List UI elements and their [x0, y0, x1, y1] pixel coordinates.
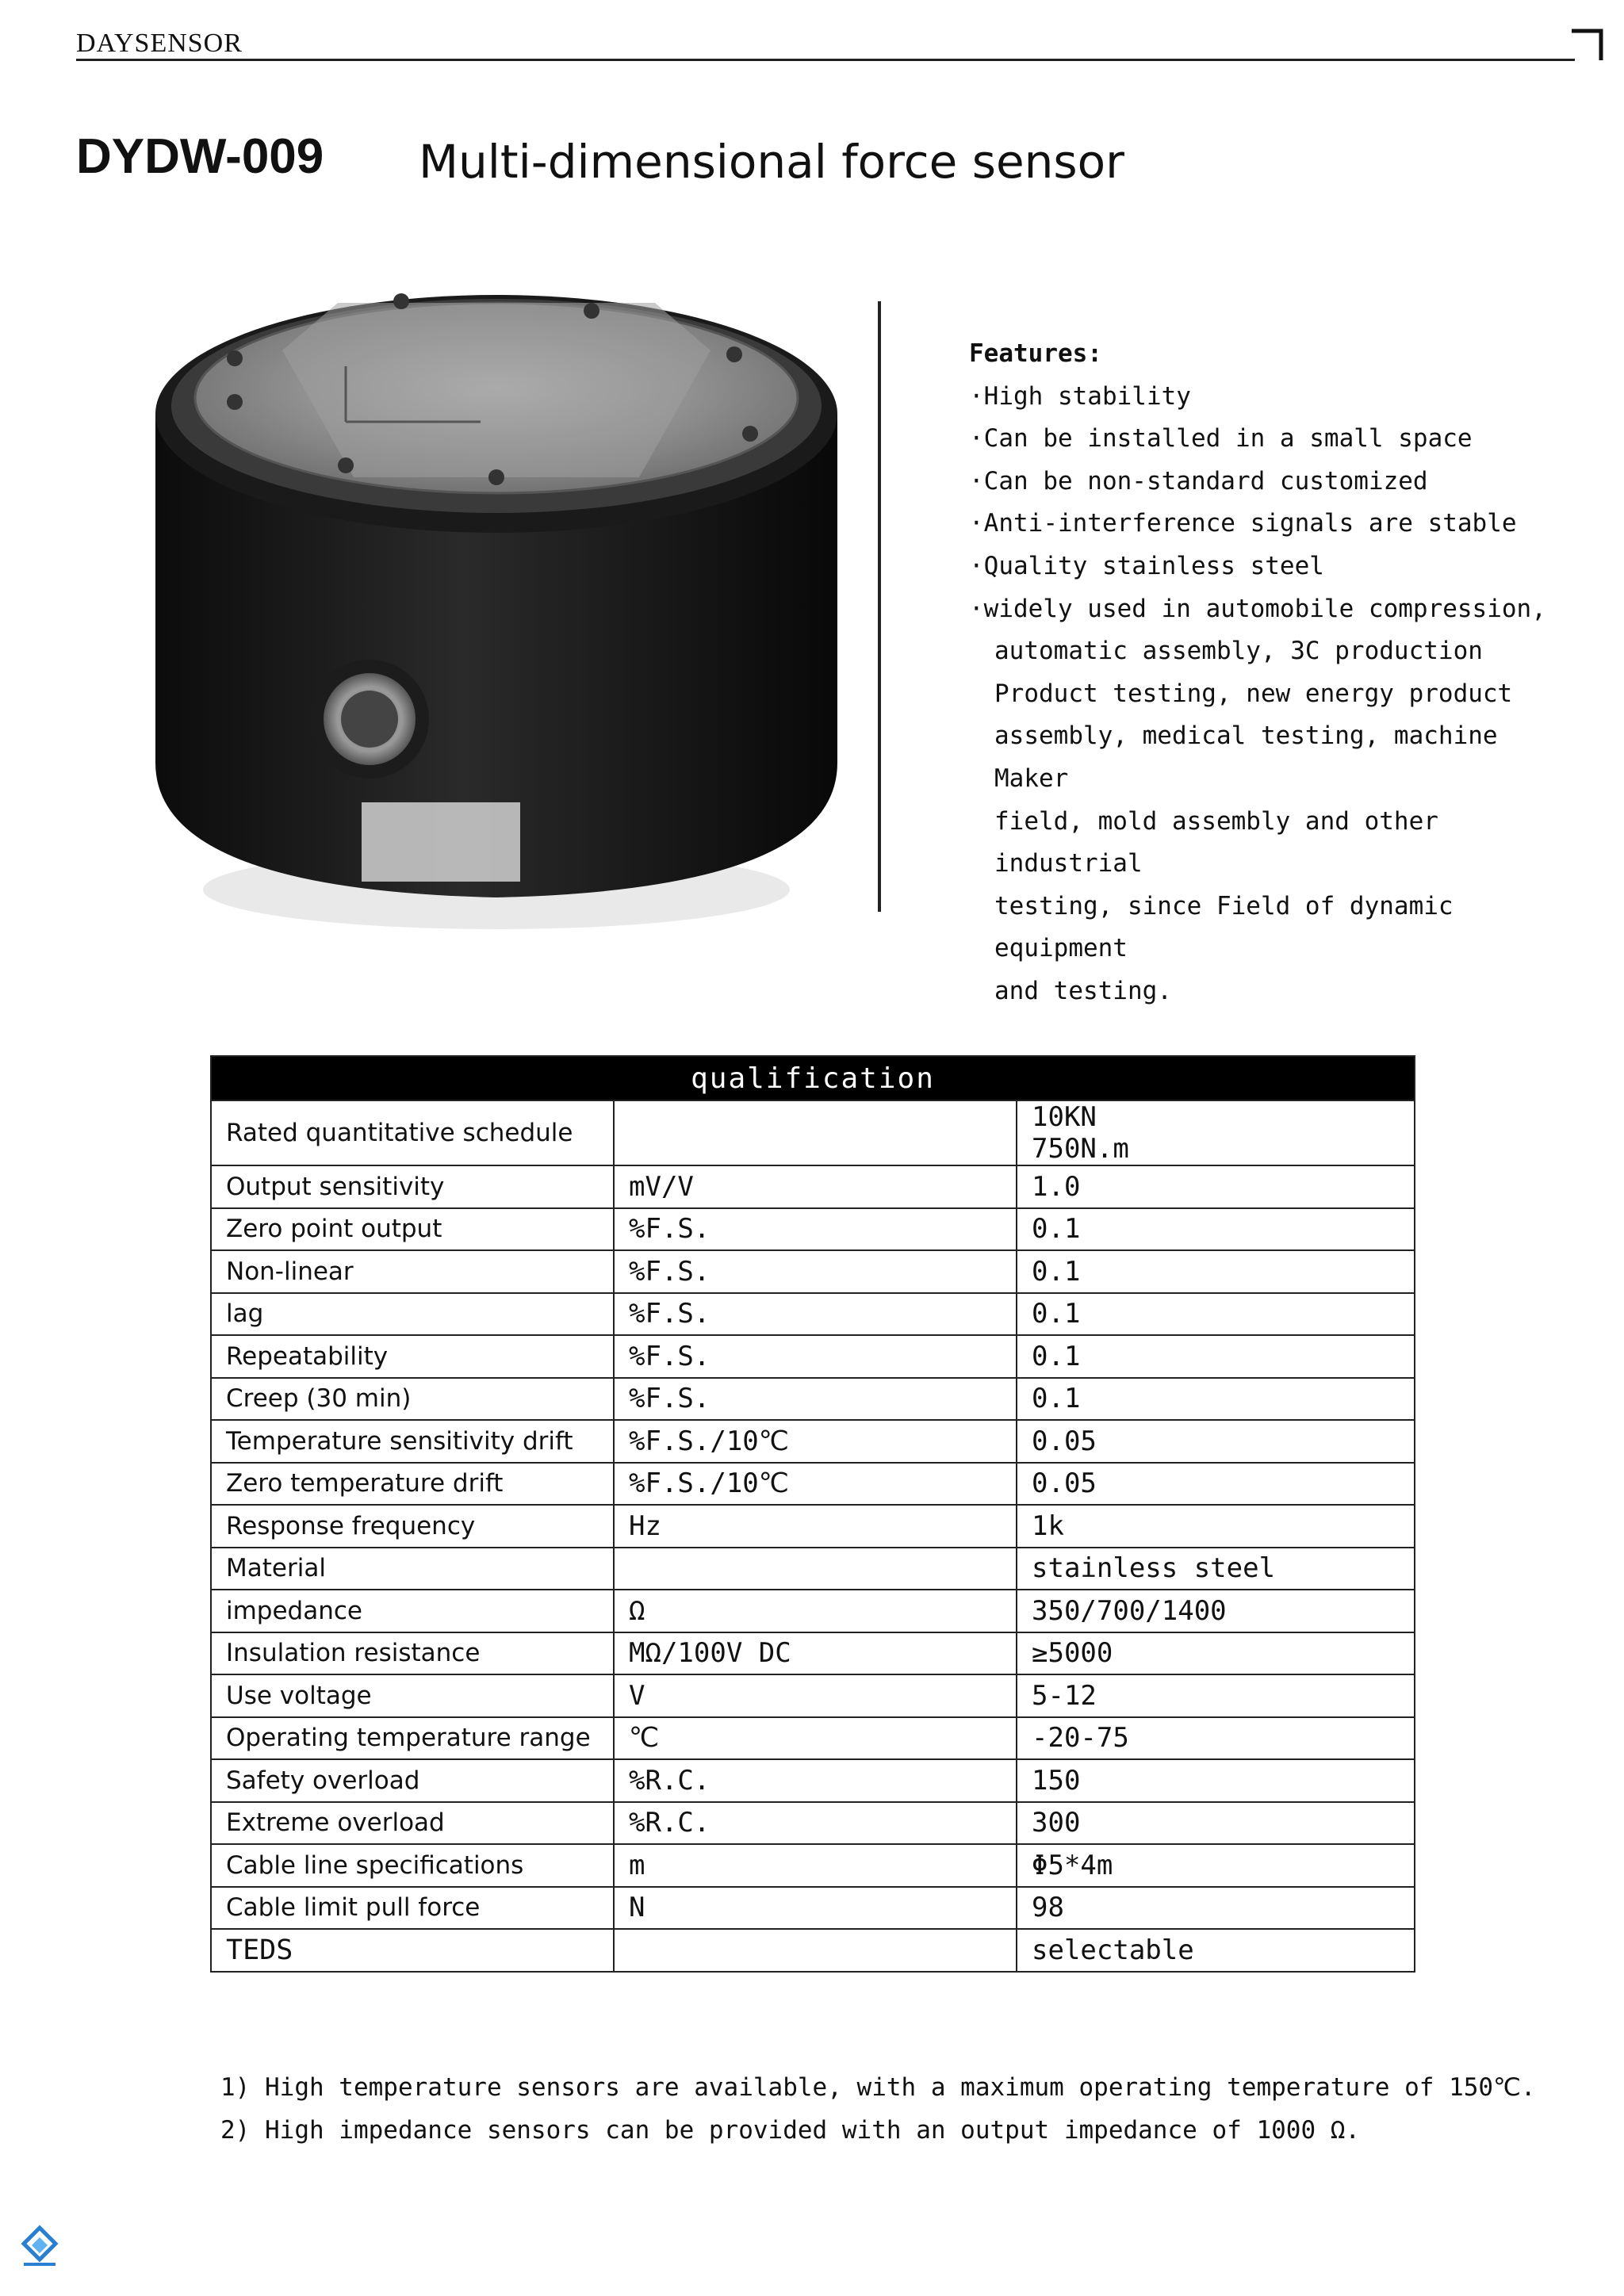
feature-item: ·Can be non-standard customized [969, 466, 1428, 496]
table-row [211, 1590, 1415, 1632]
feature-continuation: field, mold assembly and other industrial [994, 806, 1438, 878]
spec-name: lag [211, 1293, 614, 1336]
table-row [211, 1100, 1415, 1165]
note-item: 2) High impedance sensors can be provided with an output impedance of 1000 Ω. [220, 2116, 1361, 2145]
spec-name: Response frequency [211, 1505, 614, 1548]
spec-unit: mV/V [614, 1165, 1017, 1208]
specification-table [210, 1055, 1415, 1973]
spec-unit: V [614, 1674, 1017, 1717]
spec-unit: %R.C. [614, 1802, 1017, 1845]
table-row [211, 1420, 1415, 1463]
table-row [211, 1717, 1415, 1760]
spec-value: 0.1 [1017, 1250, 1415, 1293]
spec-name: Operating temperature range [211, 1717, 614, 1760]
company-logo-icon [17, 2225, 62, 2269]
header-rule [76, 59, 1575, 61]
table-row [211, 1844, 1415, 1887]
feature-continuation: automatic assembly, 3C production [994, 637, 1483, 666]
spec-name: impedance [211, 1590, 614, 1632]
spec-value: ≥5000 [1017, 1632, 1415, 1675]
spec-value: 0.1 [1017, 1335, 1415, 1378]
table-row [211, 1463, 1415, 1506]
table-header-row [211, 1056, 1415, 1100]
spec-unit: %R.C. [614, 1759, 1017, 1802]
spec-unit [614, 1548, 1017, 1590]
spec-unit: Hz [614, 1505, 1017, 1548]
spec-unit: ℃ [614, 1717, 1017, 1760]
product-image [147, 279, 845, 929]
table-row [211, 1250, 1415, 1293]
spec-name: Output sensitivity [211, 1165, 614, 1208]
spec-name: TEDS [211, 1929, 614, 1972]
table-row [211, 1887, 1415, 1930]
spec-unit: %F.S. [614, 1378, 1017, 1421]
features-panel [969, 333, 1572, 1013]
spec-unit: %F.S./10℃ [614, 1420, 1017, 1463]
feature-continuation: testing, since Field of dynamic equipment [994, 891, 1454, 963]
spec-unit: %F.S./10℃ [614, 1463, 1017, 1506]
table-row [211, 1165, 1415, 1208]
feature-item: ·Anti-interference signals are stable [969, 509, 1517, 538]
spec-value: selectable [1017, 1929, 1415, 1972]
spec-value: 98 [1017, 1887, 1415, 1930]
spec-value: 0.1 [1017, 1293, 1415, 1336]
spec-unit: MΩ/100V DC [614, 1632, 1017, 1675]
spec-name: Temperature sensitivity drift [211, 1420, 614, 1463]
spec-unit: N [614, 1887, 1017, 1930]
spec-value: 1.0 [1017, 1165, 1415, 1208]
spec-name: Repeatability [211, 1335, 614, 1378]
spec-value: Φ5*4m [1017, 1844, 1415, 1887]
table-header: qualification [211, 1056, 1415, 1100]
spec-unit: Ω [614, 1590, 1017, 1632]
spec-name: Non-linear [211, 1250, 614, 1293]
table-row [211, 1802, 1415, 1845]
feature-item: ·widely used in automobile compression, [969, 594, 1546, 623]
feature-continuation: Product testing, new energy product [994, 679, 1513, 708]
spec-unit [614, 1100, 1017, 1165]
spec-name: Cable line specifications [211, 1844, 614, 1887]
spec-value: 0.1 [1017, 1208, 1415, 1251]
spec-value [1017, 1100, 1415, 1165]
spec-value: 0.05 [1017, 1420, 1415, 1463]
table-row [211, 1208, 1415, 1251]
features-title: Features: [969, 339, 1102, 368]
spec-name: Zero point output [211, 1208, 614, 1251]
header-brand: DAYSENSOR [76, 29, 243, 58]
table-row [211, 1548, 1415, 1590]
table-row [211, 1335, 1415, 1378]
feature-item: ·Can be installed in a small space [969, 424, 1473, 453]
spec-name: Cable limit pull force [211, 1887, 614, 1930]
spec-name: Insulation resistance [211, 1632, 614, 1675]
table-row [211, 1378, 1415, 1421]
feature-continuation: assembly, medical testing, machine Maker [994, 721, 1498, 793]
vertical-divider [878, 301, 881, 912]
table-row [211, 1293, 1415, 1336]
spec-value: 0.1 [1017, 1378, 1415, 1421]
feature-item: ·Quality stainless steel [969, 551, 1324, 580]
spec-value: 1k [1017, 1505, 1415, 1548]
table-row [211, 1929, 1415, 1972]
spec-name: Rated quantitative schedule [211, 1100, 614, 1165]
spec-value-line: 750N.m [1032, 1133, 1129, 1165]
spec-value: 5-12 [1017, 1674, 1415, 1717]
spec-name: Material [211, 1548, 614, 1590]
table-row [211, 1759, 1415, 1802]
spec-unit: %F.S. [614, 1250, 1017, 1293]
spec-value: 350/700/1400 [1017, 1590, 1415, 1632]
feature-continuation: and testing. [994, 976, 1172, 1005]
table-row [211, 1505, 1415, 1548]
spec-unit: %F.S. [614, 1335, 1017, 1378]
feature-item: ·High stability [969, 381, 1191, 411]
note-item: 1) High temperature sensors are available, with a maximum operating temperature of 150℃. [220, 2073, 1536, 2102]
product-name: Multi-dimensional force sensor [419, 135, 1124, 189]
spec-name: Safety overload [211, 1759, 614, 1802]
product-code: DYDW-009 [76, 129, 324, 184]
spec-unit: m [614, 1844, 1017, 1887]
spec-unit [614, 1929, 1017, 1972]
spec-value: 0.05 [1017, 1463, 1415, 1506]
corner-mark-icon [1572, 29, 1603, 60]
spec-name: Extreme overload [211, 1802, 614, 1845]
spec-value: stainless steel [1017, 1548, 1415, 1590]
table-row [211, 1632, 1415, 1675]
table-row [211, 1674, 1415, 1717]
notes [220, 2066, 1536, 2152]
spec-name: Zero temperature drift [211, 1463, 614, 1506]
spec-name: Use voltage [211, 1674, 614, 1717]
spec-unit: %F.S. [614, 1208, 1017, 1251]
spec-value-line: 10KN [1032, 1101, 1097, 1133]
spec-value: -20-75 [1017, 1717, 1415, 1760]
spec-value: 300 [1017, 1802, 1415, 1845]
spec-value: 150 [1017, 1759, 1415, 1802]
spec-name: Creep (30 min) [211, 1378, 614, 1421]
spec-unit: %F.S. [614, 1293, 1017, 1336]
